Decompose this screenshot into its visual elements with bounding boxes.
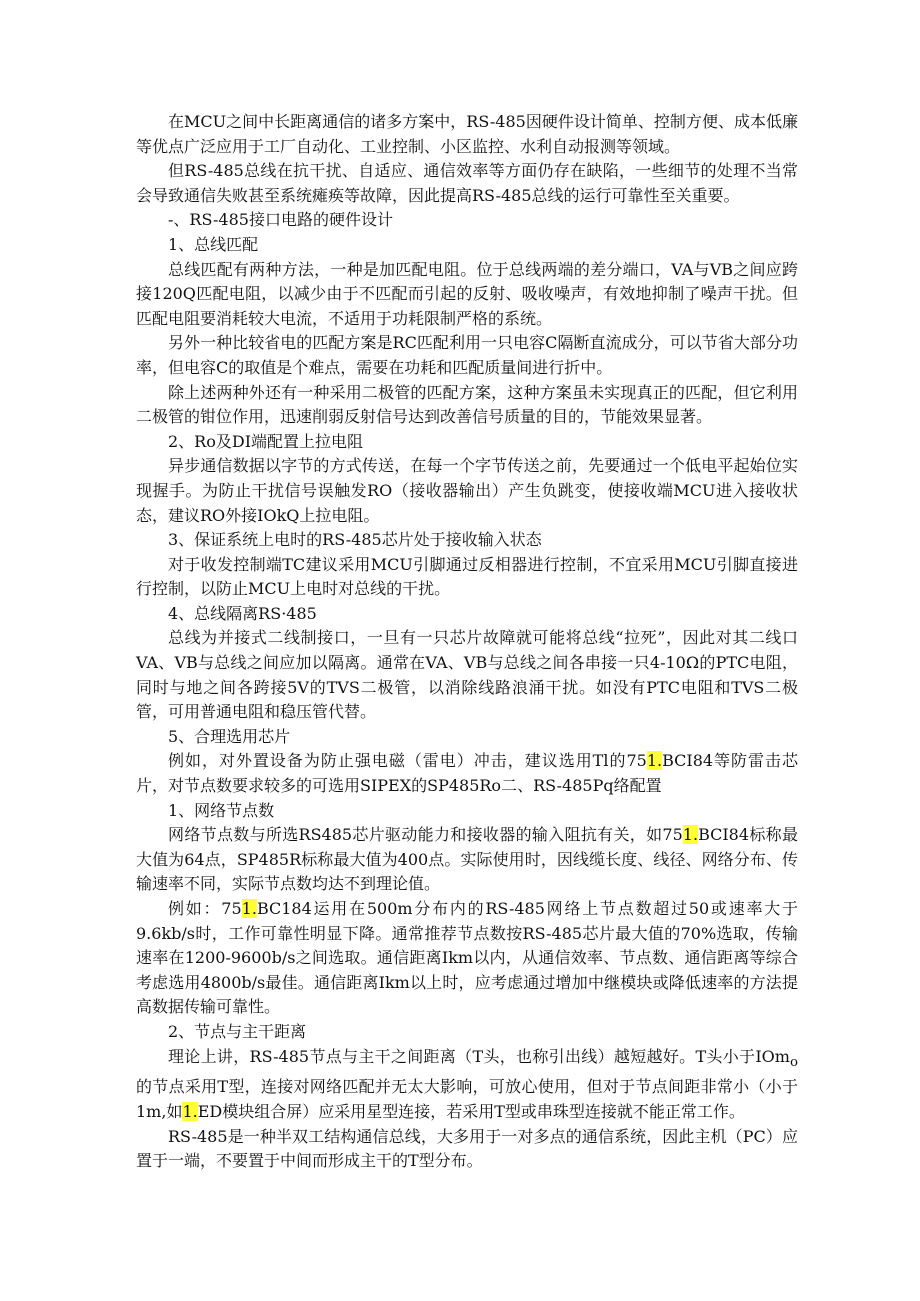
highlighted-text: 1.	[241, 899, 257, 918]
paragraph: 但RS-485总线在抗干扰、自适应、通信效率等方面仍存在缺陷，一些细节的处理不当常会导致通信失败甚至系统瘫痪等故障，因此提高RS-485总线的运行可靠性至关重要。	[136, 161, 798, 205]
section-heading: -、RS-485接口电路的硬件设计	[168, 210, 393, 230]
paragraph: 例如，对外置设备为防止强电磁（雷电）冲击，建议选用Tl的751.BCI84等防雷击芯片，对节点数要求较多的可选用SIPEX的SP485Ro二、RS-485Pq络配置	[136, 751, 798, 796]
subsection-heading: 4、总线隔离RS·485	[168, 603, 317, 623]
paragraph: 除上述两种外还有一种采用二极管的匹配方案，这种方案虽未实现真正的匹配，但它利用二极管的钳位作用，迅速削弱反射信号达到改善信号质量的目的，节能效果显著。	[136, 382, 798, 427]
subsection-heading: 2、节点与主干距离	[168, 1021, 307, 1041]
paragraph: RS-485是一种半双工结构通信总线，大多用于一对多点的通信系统，因此主机（PC）应置于一端，不要置于中间而形成主干的T型分布。	[136, 1126, 798, 1171]
paragraph: 网络节点数与所选RS485芯片驱动能力和接收器的输入阻抗有关，如751.BCI84标称最大值为64点，SP485R标称最大值为400点。实际使用时，因线缆长度、线径、网络分布、传输速率不同，实际节点数均达不到理论值。	[136, 825, 798, 894]
subsection-heading: 5、合理选用芯片	[168, 726, 291, 746]
subsection-heading: 1、网络节点数	[168, 800, 275, 820]
paragraph: 在MCU之间中长距离通信的诸多方案中，RS-485因硬件设计简单、控制方便、成本低廉等优点广泛应用于工厂自动化、工业控制、小区监控、水利自动报测等领域。	[136, 112, 798, 156]
paragraph: 例如：751.BC184运用在500m分布内的RS-485网络上节点数超过50或速率大于9.6kb/s时，工作可靠性明显下降。通常推荐节点数按RS-485芯片最大值的70%选取，传输速率在1200-9600b/s之间选取。通信距离Ikm以内，从通信效率、节点数、通信距离等综合考虑选用4800b/s最佳。通信距离Ikm以上时，应考虑通过增加中继模块或降低速率的方法提高数据传输可靠性。	[136, 899, 798, 1017]
paragraph: 总线匹配有两种方法，一种是加匹配电阻。位于总线两端的差分端口，VA与VB之间应跨接120Q匹配电阻，以减少由于不匹配而引起的反射、吸收噪声，有效地抑制了噪声干扰。但匹配电阻要消耗较大电流，不适用于功耗限制严格的系统。	[136, 259, 798, 328]
paragraph: 对于收发控制端TC建议采用MCU引脚通过反相器进行控制，不宜采用MCU引脚直接进行控制，以防止MCU上电时对总线的干扰。	[136, 554, 798, 599]
highlighted-text: 1.	[646, 751, 663, 771]
subsection-heading: 2、Ro及DI端配置上拉电阻	[168, 431, 364, 451]
highlighted-text: 1.	[682, 825, 699, 845]
subsection-heading: 3、保证系统上电时的RS-485芯片处于接收输入状态	[168, 530, 542, 550]
document-body	[136, 110, 798, 1174]
paragraph: 理论上讲，RS-485节点与主干之间距离（T头，也称引出线）越短越好。T头小于IOm$_o$的节点采用T型，连接对网络匹配并无太大影响，可放心使用，但对于节点间距非常小（小于1m,如1.ED模块组合屏）应采用星型连接，若采用T型或串珠型连接就不能正常工作。	[136, 1046, 798, 1121]
paragraph: 总线为并接式二线制接口，一旦有一只芯片故障就可能将总线“拉死”，因此对其二线口VA、VB与总线之间应加以隔离。通常在VA、VB与总线之间各串接一只4-10Ω的PTC电阻，同时与地之间各跨接5V的TVS二极管，以消除线路浪涌干扰。如没有PTC电阻和TVS二极管，可用普通电阻和稳压管代替。	[136, 628, 798, 722]
paragraph: 异步通信数据以字节的方式传送，在每一个字节传送之前，先要通过一个低电平起始位实现握手。为防止干扰信号误触发RO（接收器输出）产生负跳变，使接收端MCU进入接收状态，建议RO外接IOkQ上拉电阻。	[136, 456, 798, 525]
highlighted-text: 1.	[182, 1101, 198, 1121]
paragraph: 另外一种比较省电的匹配方案是RC匹配利用一只电容C隔断直流成分，可以节省大部分功率，但电容C的取值是个难点，需要在功耗和匹配质量间进行折中。	[136, 333, 798, 377]
subsection-heading: 1、总线匹配	[168, 234, 259, 254]
